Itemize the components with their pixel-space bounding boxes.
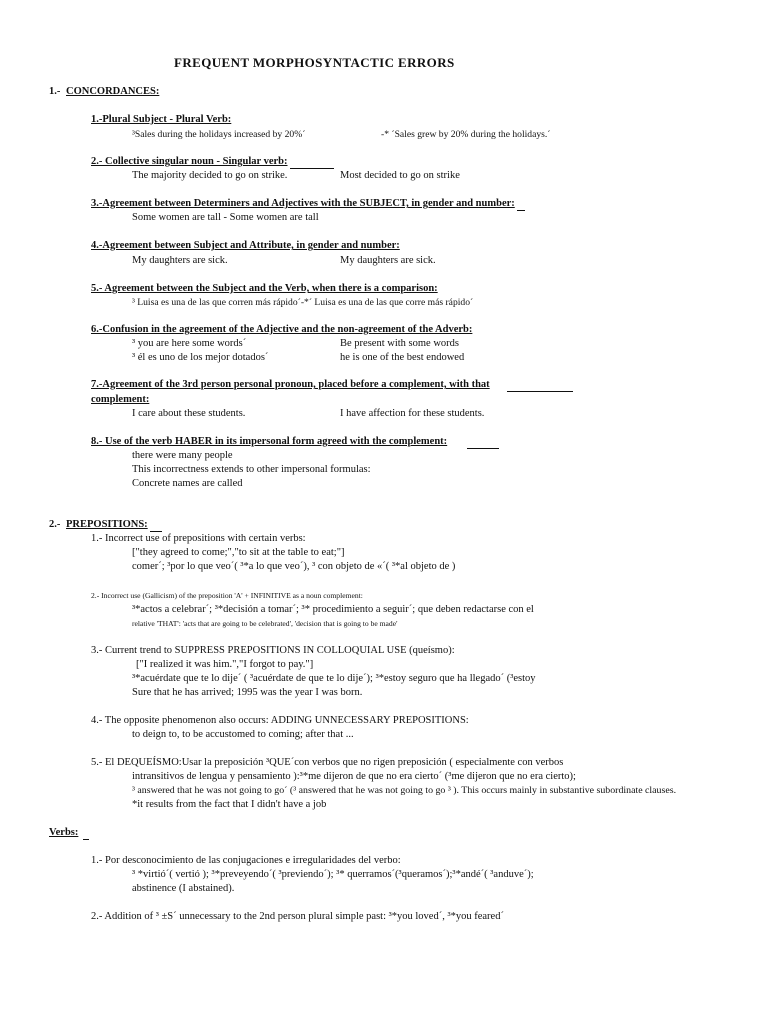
paragraph-line: 4.- The opposite phenomenon also occurs: ADDING UNNECESSARY PREPOSITIONS: xyxy=(91,715,469,726)
paragraph-line: ["I realized it was him.","I forgot to pay."] xyxy=(136,659,314,670)
item-heading-continued: complement: xyxy=(91,394,150,405)
item-heading: 1.-Plural Subject - Plural Verb: xyxy=(91,114,232,125)
paragraph-line: relative 'THAT': 'acts that are going to be celebrated', 'decision that is going to be made' xyxy=(132,619,398,628)
paragraph-line: ³*acuérdate que te lo dije´ ( ³acuérdate de que te lo dije´); ³*estoy seguro que ha llegado´ (³estoy xyxy=(132,673,536,684)
item-heading: 7.-Agreement of the 3rd person personal pronoun, placed before a complement, with that xyxy=(91,379,490,390)
paragraph-line: 2.- Incorrect use (Gallicism) of the preposition 'A' + INFINITIVE as a noun complement: xyxy=(91,591,363,600)
example-right: he is one of the best endowed xyxy=(340,352,465,363)
section-number: 1.- xyxy=(49,86,61,97)
example-right: Most decided to go on strike xyxy=(340,170,460,181)
paragraph-line: intransitivos de lengua y pensamiento ):³*me dijeron de que no era cierto´ (³me dijeron que no era cierto); xyxy=(132,771,576,782)
item-heading: 5.- Agreement between the Subject and the Verb, when there is a comparison: xyxy=(91,283,438,294)
section-heading-prepositions: PREPOSITIONS: xyxy=(66,519,148,530)
example-left: ³Sales during the holidays increased by 20%´ xyxy=(132,129,306,140)
heading-underline xyxy=(507,391,573,392)
section-number: 2.- xyxy=(49,519,61,530)
paragraph-line: 5.- El DEQUEÍSMO:Usar la preposición ³QUE´con verbos que no rigen preposición ( especialmente con verbos xyxy=(91,757,564,768)
paragraph-line: abstinence (I abstained). xyxy=(132,883,235,894)
heading-underline xyxy=(467,448,499,449)
example-line: Some women are tall - Some women are tall xyxy=(132,212,319,223)
paragraph-line: *it results from the fact that I didn't have a job xyxy=(132,799,327,810)
example-line: there were many people xyxy=(132,450,233,461)
example-right: My daughters are sick. xyxy=(340,255,436,266)
heading-underline xyxy=(290,168,334,169)
paragraph-line: 2.- Addition of ³ ±S´ unnecessary to the 2nd person plural simple past: ³*you loved´, ³*you feared´ xyxy=(91,911,504,922)
paragraph-line: Sure that he has arrived; 1995 was the year I was born. xyxy=(132,687,363,698)
example-line: ³ Luisa es una de las que corren más rápido´-*´ Luisa es una de las que corre más rápido´ xyxy=(132,297,474,308)
paragraph-line: comer´; ³por lo que veo´( ³*a lo que veo´), ³ con objeto de «´( ³*al objeto de ) xyxy=(132,561,456,572)
example-left: I care about these students. xyxy=(132,408,246,419)
heading-underline xyxy=(150,531,162,532)
paragraph-line: 3.- Current trend to SUPPRESS PREPOSITIONS IN COLLOQUIAL USE (queísmo): xyxy=(91,645,455,656)
example-right: I have affection for these students. xyxy=(340,408,485,419)
paragraph-line: 1.- Por desconocimiento de las conjugaciones e irregularidades del verbo: xyxy=(91,855,401,866)
section-heading-concordances: CONCORDANCES: xyxy=(66,86,160,97)
example-line: Concrete names are called xyxy=(132,478,243,489)
section-heading-verbs: Verbs: xyxy=(49,827,79,838)
example-line: This incorrectness extends to other impersonal formulas: xyxy=(132,464,371,475)
example-right: Be present with some words xyxy=(340,338,459,349)
item-heading: 3.-Agreement between Determiners and Adjectives with the SUBJECT, in gender and number: xyxy=(91,198,515,209)
paragraph-line: to deign to, to be accustomed to coming; after that ... xyxy=(132,729,354,740)
paragraph-line: ³*actos a celebrar´; ³*decisión a tomar´; ³* procedimiento a seguir´; que deben redactarse con el xyxy=(132,604,534,615)
paragraph-line: ³ *virtió´( vertió ); ³*preveyendo´( ³previendo´); ³* querramos´(³queramos´);³*andé´( ³anduve´); xyxy=(132,869,534,880)
example-right: -* ´Sales grew by 20% during the holidays.´ xyxy=(381,129,551,140)
example-left: ³ you are here some words´ xyxy=(132,338,247,349)
example-left: The majority decided to go on strike. xyxy=(132,170,288,181)
item-heading: 6.-Confusion in the agreement of the Adjective and the non-agreement of the Adverb: xyxy=(91,324,473,335)
heading-underline xyxy=(83,839,89,840)
item-heading: 4.-Agreement between Subject and Attribute, in gender and number: xyxy=(91,240,400,251)
paragraph-line: ³ answered that he was not going to go´ (³ answered that he was not going to go ³ ). This occurs mainly in substantive subordinate clauses. xyxy=(132,785,677,796)
item-heading: 2.- Collective singular noun - Singular verb: xyxy=(91,156,288,167)
paragraph-line: ["they agreed to come;","to sit at the table to eat;"] xyxy=(132,547,345,558)
heading-underline xyxy=(517,210,525,211)
example-left: ³ él es uno de los mejor dotados´ xyxy=(132,352,269,363)
paragraph-line: 1.- Incorrect use of prepositions with certain verbs: xyxy=(91,533,306,544)
example-left: My daughters are sick. xyxy=(132,255,228,266)
document-title: FREQUENT MORPHOSYNTACTIC ERRORS xyxy=(174,55,455,70)
item-heading: 8.- Use of the verb HABER in its impersonal form agreed with the complement: xyxy=(91,436,448,447)
